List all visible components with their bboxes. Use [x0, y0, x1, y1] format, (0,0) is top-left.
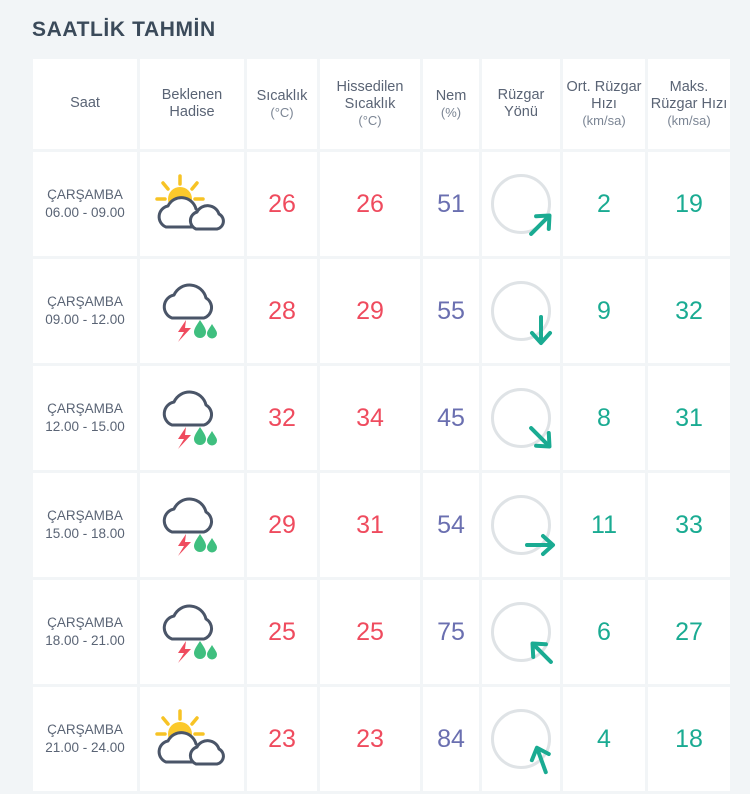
table-row	[33, 152, 730, 256]
cell-avg-wind-speed	[563, 687, 645, 791]
feels-like-value: 25	[356, 617, 384, 646]
page-title: SAATLİK TAHMİN	[32, 18, 216, 41]
hour-day: ÇARŞAMBA	[47, 507, 123, 523]
hour-day: ÇARŞAMBA	[47, 400, 123, 416]
hour-range: 12.00 - 15.00	[45, 419, 125, 434]
header-wind-direction	[482, 59, 560, 149]
cell-hour	[33, 259, 137, 363]
cell-condition	[140, 687, 244, 791]
humidity-value: 51	[437, 189, 465, 218]
sun-behind-cloud-icon	[150, 173, 234, 235]
header-temperature	[247, 59, 317, 149]
sun-behind-cloud-icon	[150, 708, 234, 770]
cell-humidity	[423, 366, 479, 470]
cell-condition	[140, 473, 244, 577]
avg-wind-speed-value: 9	[597, 296, 611, 325]
cell-hour	[33, 687, 137, 791]
thunderstorm-rain-cloud-icon	[150, 280, 234, 342]
humidity-value: 54	[437, 510, 465, 539]
cell-humidity	[423, 687, 479, 791]
header-hour	[33, 59, 137, 149]
wind-direction-dial	[491, 388, 551, 448]
header-wind-direction-label: Rüzgar Yönü	[497, 86, 545, 120]
hour-range: 09.00 - 12.00	[45, 312, 125, 327]
wind-direction-dial	[491, 709, 551, 769]
table-row	[33, 687, 730, 791]
cell-humidity	[423, 580, 479, 684]
header-humidity	[423, 59, 479, 149]
header-condition-label: Beklenen Hadise	[161, 86, 223, 120]
max-wind-speed-value: 31	[675, 403, 703, 432]
temperature-value: 25	[268, 617, 296, 646]
cell-condition	[140, 366, 244, 470]
cell-hour	[33, 152, 137, 256]
cell-max-wind-speed	[648, 687, 730, 791]
cell-avg-wind-speed	[563, 259, 645, 363]
temperature-value: 26	[268, 189, 296, 218]
wind-direction-dial	[491, 602, 551, 662]
cell-temperature	[247, 152, 317, 256]
hour-range: 21.00 - 24.00	[45, 740, 125, 755]
avg-wind-speed-value: 4	[597, 724, 611, 753]
cell-feels-like	[320, 152, 420, 256]
cell-humidity	[423, 152, 479, 256]
feels-like-value: 34	[356, 403, 384, 432]
feels-like-value: 31	[356, 510, 384, 539]
cell-hour	[33, 366, 137, 470]
table-header-row	[33, 59, 730, 149]
cell-avg-wind-speed	[563, 473, 645, 577]
cell-condition	[140, 152, 244, 256]
avg-wind-speed-value: 11	[591, 510, 617, 539]
hour-range: 15.00 - 18.00	[45, 526, 125, 541]
temperature-value: 23	[268, 724, 296, 753]
cell-max-wind-speed	[648, 152, 730, 256]
table-row	[33, 366, 730, 470]
thunderstorm-rain-cloud-icon	[150, 601, 234, 663]
feels-like-value: 23	[356, 724, 384, 753]
wind-direction-dial	[491, 495, 551, 555]
table-body	[33, 152, 730, 791]
cell-wind-direction	[482, 259, 560, 363]
temperature-value: 32	[268, 403, 296, 432]
humidity-value: 45	[437, 403, 465, 432]
cell-avg-wind-speed	[563, 366, 645, 470]
cell-max-wind-speed	[648, 580, 730, 684]
cell-hour	[33, 473, 137, 577]
header-feels-like-unit: (°C)	[358, 113, 382, 129]
header-temperature-label: Sıcaklık	[256, 87, 308, 104]
cell-humidity	[423, 259, 479, 363]
cell-feels-like	[320, 580, 420, 684]
hour-range: 18.00 - 21.00	[45, 633, 125, 648]
header-feels-like-label: Hissedilen Sıcaklık	[336, 79, 404, 113]
header-feels-like	[320, 59, 420, 149]
avg-wind-speed-value: 8	[597, 403, 611, 432]
wind-direction-dial	[491, 174, 551, 234]
header-max-wind-speed	[648, 59, 730, 149]
header-humidity-label: Nem	[435, 87, 467, 104]
cell-humidity	[423, 473, 479, 577]
cell-feels-like	[320, 259, 420, 363]
cell-max-wind-speed	[648, 366, 730, 470]
cell-wind-direction	[482, 366, 560, 470]
header-max-wind-speed-unit: (km/sa)	[667, 113, 711, 129]
header-condition	[140, 59, 244, 149]
hourly-forecast-table	[30, 56, 733, 794]
avg-wind-speed-value: 6	[597, 617, 611, 646]
cell-temperature	[247, 259, 317, 363]
cell-feels-like	[320, 366, 420, 470]
header-avg-wind-speed-unit: (km/sa)	[582, 113, 626, 129]
cell-wind-direction	[482, 152, 560, 256]
max-wind-speed-value: 33	[675, 510, 703, 539]
cell-avg-wind-speed	[563, 152, 645, 256]
cell-condition	[140, 259, 244, 363]
hour-day: ÇARŞAMBA	[47, 186, 123, 202]
cell-max-wind-speed	[648, 473, 730, 577]
cell-feels-like	[320, 473, 420, 577]
cell-temperature	[247, 473, 317, 577]
avg-wind-speed-value: 2	[597, 189, 611, 218]
cell-temperature	[247, 687, 317, 791]
cell-max-wind-speed	[648, 259, 730, 363]
feels-like-value: 26	[356, 189, 384, 218]
humidity-value: 75	[437, 617, 465, 646]
cell-condition	[140, 580, 244, 684]
max-wind-speed-value: 18	[675, 724, 703, 753]
table-row	[33, 473, 730, 577]
table-row	[33, 580, 730, 684]
cell-temperature	[247, 580, 317, 684]
max-wind-speed-value: 32	[675, 296, 703, 325]
humidity-value: 55	[437, 296, 465, 325]
header-avg-wind-speed-label: Ort. Rüzgar Hızı	[566, 79, 642, 113]
max-wind-speed-value: 19	[675, 189, 703, 218]
cell-wind-direction	[482, 687, 560, 791]
thunderstorm-rain-cloud-icon	[150, 387, 234, 449]
header-temperature-unit: (°C)	[270, 104, 294, 120]
table-row	[33, 259, 730, 363]
cell-temperature	[247, 366, 317, 470]
max-wind-speed-value: 27	[675, 617, 703, 646]
hour-day: ÇARŞAMBA	[47, 614, 123, 630]
hour-range: 06.00 - 09.00	[45, 205, 125, 220]
hour-day: ÇARŞAMBA	[47, 293, 123, 309]
header-hour-label: Saat	[70, 95, 100, 112]
temperature-value: 29	[268, 510, 296, 539]
humidity-value: 84	[437, 724, 465, 753]
header-avg-wind-speed	[563, 59, 645, 149]
thunderstorm-rain-cloud-icon	[150, 494, 234, 556]
cell-avg-wind-speed	[563, 580, 645, 684]
hour-day: ÇARŞAMBA	[47, 721, 123, 737]
temperature-value: 28	[268, 296, 296, 325]
cell-hour	[33, 580, 137, 684]
wind-direction-dial	[491, 281, 551, 341]
cell-wind-direction	[482, 580, 560, 684]
header-humidity-unit: (%)	[440, 104, 462, 120]
header-max-wind-speed-label: Maks. Rüzgar Hızı	[650, 79, 728, 113]
feels-like-value: 29	[356, 296, 384, 325]
cell-feels-like	[320, 687, 420, 791]
cell-wind-direction	[482, 473, 560, 577]
